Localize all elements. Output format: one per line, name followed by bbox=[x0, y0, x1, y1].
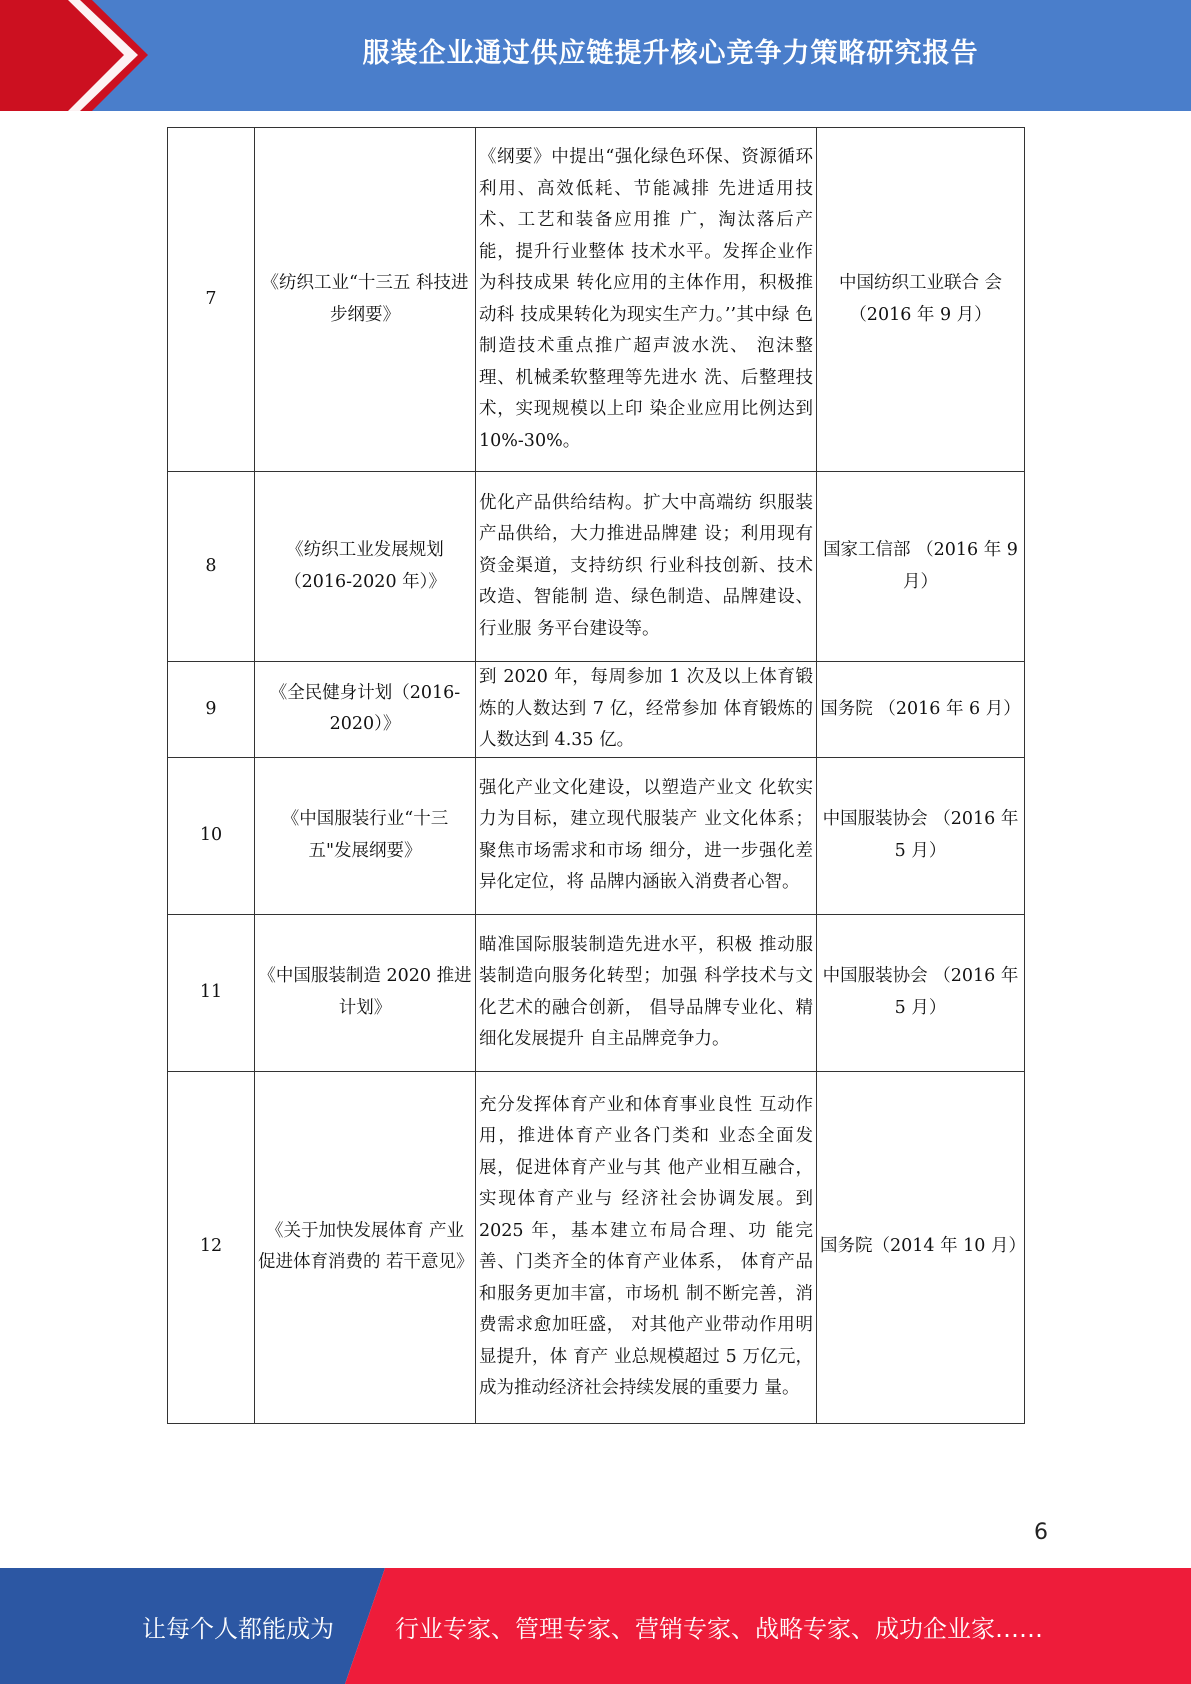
table-row bbox=[168, 472, 1025, 662]
policy-content: 优化产品供给结构。扩大中高端纺 织服装产品供给，大力推进品牌建 设；利用现有资金渠道，支持纺织 行业科技创新、技术改造、智能制 造、绿色制造、品牌建设、行业服 务平台建设等。 bbox=[476, 472, 817, 662]
policy-issuer: 中国服装协会 （2016 年 5 月） bbox=[817, 757, 1025, 914]
policy-content: 《纲要》中提出“强化绿色环保、资源循环利用、高效低耗、节能减排 先进适用技术、工艺和装备应用推 广，淘汰落后产能，提升行业整体 技术水平。发挥企业作为科技成果 转化应用的主体作用，积极推动科 技成果转化为现实生产力。’’其中绿 色制造技术重点推广超声波水洗、 泡沫整理、机械柔软整理等先进水 洗、后整理技术，实现规模以上印 染企业应用比例达到10%-30%。 bbox=[476, 128, 817, 472]
policy-content: 瞄准国际服装制造先进水平，积极 推动服装制造向服务化转型；加强 科学技术与文化艺术的融合创新， 倡导品牌专业化、精细化发展提升 自主品牌竞争力。 bbox=[476, 914, 817, 1071]
table-row bbox=[168, 1071, 1025, 1423]
policy-title: 《中国服装行业“十三 五"发展纲要》 bbox=[255, 757, 476, 914]
policy-title: 《中国服装制造 2020 推进计划》 bbox=[255, 914, 476, 1071]
policy-title: 《纺织工业发展规划（2016-2020 年）》 bbox=[255, 472, 476, 662]
footer-slogan-right: 行业专家、管理专家、营销专家、战略专家、成功企业家…… bbox=[395, 1614, 1043, 1643]
policy-issuer: 国家工信部 （2016 年 9 月） bbox=[817, 472, 1025, 662]
footer-slogan-left: 让每个人都能成为 bbox=[142, 1614, 334, 1643]
document-title: 服装企业通过供应链提升核心竞争力策略研究报告 bbox=[362, 37, 979, 69]
row-number: 9 bbox=[168, 662, 255, 758]
table-row bbox=[168, 662, 1025, 758]
row-number: 8 bbox=[168, 472, 255, 662]
policy-content: 充分发挥体育产业和体育事业良性 互动作用，推进体育产业各门类和 业态全面发展，促进体育产业与其 他产业相互融合，实现体育产业与 经济社会协调发展。到 2025 年，基本建立布局合理、功 能完善、门类齐全的体育产业体系， 体育产品和服务更加丰富，市场机 制不断完善，消费需求愈加旺盛， 对其他产业带动作用明显提升，体 育产 业总规模超过 5 万亿元，成为推动经济社会持续发展的重要力 量。 bbox=[476, 1071, 817, 1423]
page-number: 6 bbox=[1034, 1520, 1048, 1545]
policy-content: 强化产业文化建设，以塑造产业文 化软实力为目标，建立现代服装产 业文化体系；聚焦市场需求和市场 细分，进一步强化差异化定位，将 品牌内涵嵌入消费者心智。 bbox=[476, 757, 817, 914]
policy-table bbox=[167, 127, 1025, 1424]
policy-title: 《纺织工业“十三五 科技进步纲要》 bbox=[255, 128, 476, 472]
policy-content: 到 2020 年，每周参加 1 次及以上体育锻炼的人数达到 7 亿，经常参加 体育锻炼的人数达到 4.35 亿。 bbox=[476, 662, 817, 758]
page-header bbox=[0, 0, 1191, 111]
policy-issuer: 中国纺织工业联合 会（2016 年 9 月） bbox=[817, 128, 1025, 472]
row-number: 10 bbox=[168, 757, 255, 914]
page-footer bbox=[0, 1568, 1191, 1684]
policy-title: 《关于加快发展体育 产业促进体育消费的 若干意见》 bbox=[255, 1071, 476, 1423]
table-row bbox=[168, 914, 1025, 1071]
policy-issuer: 中国服装协会 （2016 年 5 月） bbox=[817, 914, 1025, 1071]
row-number: 12 bbox=[168, 1071, 255, 1423]
policy-title: 《全民健身计划（2016-2020）》 bbox=[255, 662, 476, 758]
policy-issuer: 国务院（2014 年 10 月） bbox=[817, 1071, 1025, 1423]
table-row bbox=[168, 757, 1025, 914]
row-number: 7 bbox=[168, 128, 255, 472]
table-row bbox=[168, 128, 1025, 472]
policy-issuer: 国务院 （2016 年 6 月） bbox=[817, 662, 1025, 758]
row-number: 11 bbox=[168, 914, 255, 1071]
